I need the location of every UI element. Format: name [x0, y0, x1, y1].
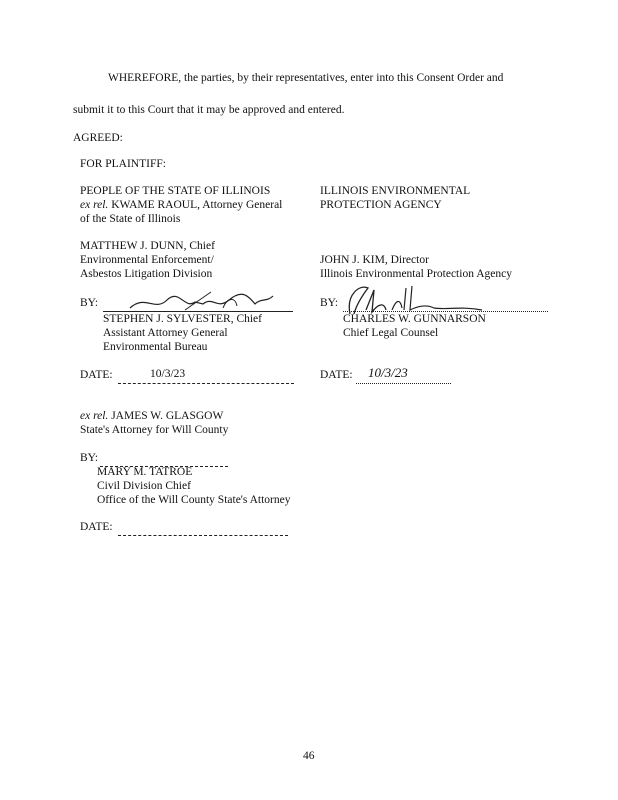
left-signer-title-2: Environmental Bureau — [103, 341, 208, 353]
agency-name-2: PROTECTION AGENCY — [320, 199, 442, 211]
left-signer-name: STEPHEN J. SYLVESTER, Chief — [103, 313, 262, 325]
right-signer-title: Chief Legal Counsel — [343, 327, 439, 339]
paragraph-line-2: submit it to this Court that it may be approved and entered. — [73, 104, 345, 116]
left-date-label: DATE: — [80, 369, 113, 381]
states-attorney-title: State's Attorney for Will County — [80, 424, 229, 436]
page-number: 46 — [303, 750, 315, 762]
right-date-label: DATE: — [320, 369, 353, 381]
director-name: JOHN J. KIM, Director — [320, 254, 429, 266]
county-date-line — [118, 535, 288, 536]
agreed-heading: AGREED: — [73, 132, 123, 144]
plaintiff-state: of the State of Illinois — [80, 213, 181, 225]
county-signer-name: MARY M. TATROE — [97, 466, 193, 478]
county-signer-title-1: Civil Division Chief — [97, 480, 191, 492]
exrel-italic: ex rel. — [80, 199, 109, 211]
county-date-label: DATE: — [80, 521, 113, 533]
attorney-general: KWAME RAOUL, Attorney General — [111, 199, 283, 211]
chief-division-1: Environmental Enforcement/ — [80, 254, 214, 266]
county-signer-title-2: Office of the Will County State's Attorney — [97, 494, 291, 506]
chief-name: MATTHEW J. DUNN, Chief — [80, 240, 215, 252]
left-date-line — [118, 383, 294, 384]
left-handwritten-signature — [125, 288, 275, 316]
right-date-line — [356, 383, 451, 384]
agency-name-1: ILLINOIS ENVIRONMENTAL — [320, 185, 471, 197]
paragraph-line-1: WHEREFORE, the parties, by their representatives, enter into this Consent Order and — [108, 72, 504, 84]
director-agency: Illinois Environmental Protection Agency — [320, 268, 512, 280]
right-by-label: BY: — [320, 297, 339, 309]
county-exrel-line — [80, 410, 223, 424]
left-signer-title-1: Assistant Attorney General — [103, 327, 228, 339]
county-exrel-italic: ex rel. — [80, 410, 109, 422]
plaintiff-exrel-line — [80, 199, 282, 213]
chief-division-2: Asbestos Litigation Division — [80, 268, 213, 280]
county-by-label: BY: — [80, 452, 99, 464]
right-signer-name: CHARLES W. GUNNARSON — [343, 313, 486, 325]
states-attorney-name: JAMES W. GLASGOW — [111, 410, 224, 422]
left-date-value: 10/3/23 — [150, 368, 186, 380]
left-by-label: BY: — [80, 297, 99, 309]
plaintiff-name: PEOPLE OF THE STATE OF ILLINOIS — [80, 185, 271, 197]
for-plaintiff-heading: FOR PLAINTIFF: — [80, 158, 166, 170]
right-date-value: 10/3/23 — [368, 365, 408, 380]
